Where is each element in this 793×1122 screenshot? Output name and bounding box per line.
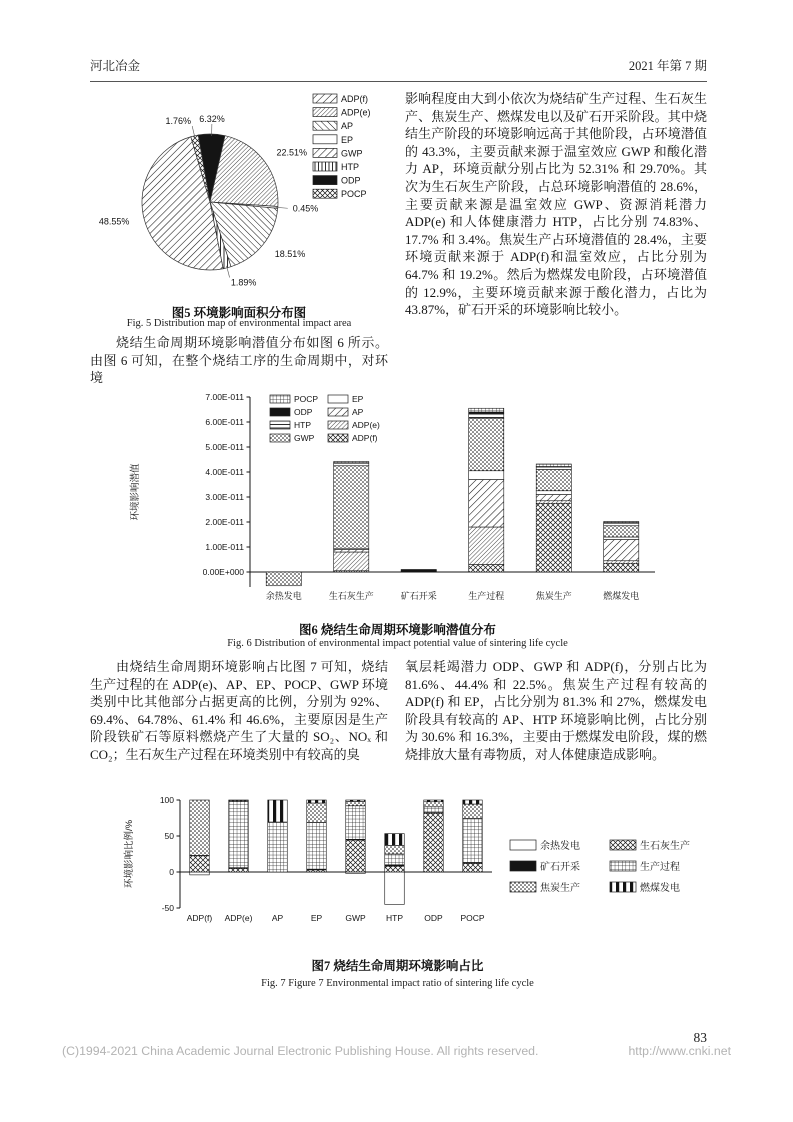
bar-segment [334, 552, 369, 571]
legend-label: GWP [341, 148, 363, 159]
fig7-caption-zh: 图7 烧结生命周期环境影响占比 [311, 959, 484, 973]
bar-segment [268, 800, 288, 822]
legend-swatch [610, 861, 636, 871]
bar-segment [536, 470, 571, 491]
x-category-label: EP [310, 913, 323, 923]
bar-segment [385, 872, 405, 904]
bar-segment [604, 522, 639, 523]
legend-label: AP [352, 407, 364, 417]
legend-swatch [328, 408, 348, 416]
bar-segment [424, 813, 444, 872]
x-category-label: ODP [424, 913, 443, 923]
issue-info: 2021 年第 7 期 [628, 59, 707, 73]
legend-swatch [313, 162, 337, 171]
x-category-label: 矿石开采 [400, 591, 437, 601]
bar-segment [604, 563, 639, 572]
x-category-label: 余热发电 [265, 591, 302, 601]
pie-slice-label: 1.89% [230, 277, 257, 288]
cnki-url: http://www.cnki.net [628, 1044, 731, 1058]
legend-label: 余热发电 [540, 841, 580, 852]
legend-label: 焦炭生产 [540, 883, 580, 894]
legend-label: HTP [341, 162, 359, 172]
paragraph-left-intro: 烧结生命周期环境影响潜值分布如图 6 所示。由图 6 可知，在整个烧结工序的生命周期中，对环境 [90, 335, 388, 386]
legend-label: ODP [341, 175, 361, 186]
x-category-label: 焦炭生产 [535, 591, 572, 601]
bar-segment [229, 801, 249, 867]
legend-label: HTP [294, 420, 311, 430]
bar-segment [424, 802, 444, 807]
bar-segment [346, 840, 366, 872]
paragraph-bottom-right: 氧层耗竭潜力 ODP、GWP 和 ADP(f)，分别占比为 81.6%、44.4% 和 22.5%。焦炭生产过程有较高的 ADP(f) 和 EP，占比分别为 81.3% 和 27%，燃煤发电阶段具有较高的 AP、HTP 环境影响比例，占比分别为 30.6% 和 16.3%，主要由于燃煤发电阶段，煤的燃烧排放大量有毒物质，对人体健康造成影响。 [405, 659, 707, 762]
bar-segment [604, 540, 639, 561]
bar-segment [536, 501, 571, 504]
bar-segment [385, 866, 405, 872]
bar-segment [469, 565, 504, 573]
bar-segment [190, 800, 210, 855]
fig5-caption-zh: 图5 环境影响面积分布图 [171, 306, 307, 320]
y-tick-label: 6.00E-011 [205, 417, 244, 427]
bar-segment [536, 491, 571, 495]
y-tick-label: 100 [159, 795, 174, 805]
legend-label: GWP [294, 433, 315, 443]
legend-swatch [270, 434, 290, 442]
bar-segment [463, 804, 483, 818]
bar-segment [604, 537, 639, 540]
bar-segment [463, 863, 483, 872]
bar-segment [385, 834, 405, 846]
y-tick-label: 4.00E-011 [205, 467, 244, 477]
bar-segment [604, 561, 639, 564]
y-tick-label: -50 [161, 903, 174, 913]
legend-swatch [313, 121, 337, 130]
bar-segment [469, 413, 504, 418]
bar-segment [346, 801, 366, 805]
legend-swatch [328, 421, 348, 429]
legend-swatch [313, 94, 337, 103]
bar-segment [604, 526, 639, 537]
fig6-caption-zh: 图6 烧结生命周期环境影响潜值分布 [299, 623, 496, 637]
x-category-label: AP [271, 913, 284, 923]
legend-swatch [313, 148, 337, 157]
pie-slice-label: 22.51% [276, 147, 308, 158]
bar-segment [424, 800, 444, 802]
y-tick-label: 2.00E-011 [205, 517, 244, 527]
legend-swatch [610, 882, 636, 892]
pie-slice-label: 48.55% [98, 216, 130, 227]
legend-label: 矿石开采 [540, 862, 580, 873]
bar-segment [463, 818, 483, 862]
legend-label: ADP(f) [352, 433, 378, 443]
legend-label: 燃煤发电 [640, 883, 680, 894]
legend-swatch [270, 395, 290, 403]
x-category-label: ADP(f) [186, 913, 213, 923]
bar-segment [268, 822, 288, 872]
paragraph-right-column: 影响程度由大到小依次为烧结矿生产过程、生石灰生产、焦炭生产、燃煤发电以及矿石开采阶段。其中烧结生产阶段的环境影响远高于其他阶段，占环境潜值的 43.3%，主要贡献来源于温室效应 GWP 和酸化潜力 AP，环境贡献分别占比为 52.31% 和 29.70%。其次为生石灰生产阶段，占总环境影响潜值的 28.6%，主要贡献来源是温室效应 GWP、资源消耗潜力 ADP(e) 和人体健康潜力 HTP，占比分别 74.83%、17.7% 和 3.4%。焦炭生产占环境潜值的 28.4%，主要环境贡献来源于 ADP(f)和温室效应，占比分别为 64.7% 和 19.2%。然后为燃煤发电阶段，占环境潜值的 12.9%，主要环境贡献来源于酸化潜力，占比为 43.87%，矿石开采的环境影响比较小。 [405, 91, 707, 318]
x-category-label: GWP [345, 913, 366, 923]
bar-segment [536, 464, 571, 467]
legend-swatch [313, 135, 337, 144]
bar-segment [307, 870, 327, 872]
bar-segment [469, 408, 504, 412]
legend-swatch [510, 882, 536, 892]
legend-label: 生石灰生产 [640, 841, 690, 852]
bar-segment [346, 806, 366, 840]
legend-label: EP [352, 394, 364, 404]
bar-segment [334, 463, 369, 466]
page-header [90, 56, 707, 82]
legend-label: AP [341, 121, 354, 132]
bar-segment [536, 495, 571, 501]
legend-label: ODP [294, 407, 313, 417]
bar-segment [346, 800, 366, 801]
fig6-bar-chart [118, 385, 684, 615]
legend-swatch [270, 408, 290, 416]
bar-segment [307, 803, 327, 822]
x-category-label: 生石灰生产 [328, 591, 374, 601]
bar-segment [334, 466, 369, 549]
y-tick-label: 50 [164, 831, 174, 841]
bar-segment [469, 471, 504, 480]
legend-swatch [313, 108, 337, 117]
y-axis-title: 环境影响潜值 [130, 463, 141, 521]
bar-segment [229, 868, 249, 872]
pie-slice-label: 18.51% [274, 248, 306, 259]
y-tick-label: 0.00E+000 [202, 567, 244, 577]
copyright-text: (C)1994-2021 China Academic Journal Electronic Publishing House. All rights reserved. [62, 1044, 539, 1058]
x-category-label: 燃煤发电 [603, 591, 640, 601]
bar-segment [463, 800, 483, 804]
legend-swatch [328, 395, 348, 403]
legend-label: ADP(e) [352, 420, 380, 430]
bar-segment [334, 550, 369, 553]
footer-copyright [62, 1044, 731, 1058]
legend-swatch [313, 176, 337, 185]
pie-slice-label: 1.76% [165, 116, 192, 127]
paragraph-bottom-left: 由烧结生命周期环境影响占比图 7 可知，烧结生产过程的在 ADP(e)、AP、EP、POCP、GWP 环境类别中比其他部分占据更高的比例，分别为 92%、69.4%、64.78%、61.4% 和 46.6%，主要原因是生产阶段铁矿石等原料燃烧产生了大量的 SO₂、NOₓ 和 CO₂；生石灰生产过程在环境类别中有较高的臭 [90, 659, 388, 762]
legend-label: 生产过程 [640, 862, 680, 873]
x-category-label: HTP [386, 913, 403, 923]
y-axis-title: 环境影响比例/% [124, 819, 135, 889]
bar-segment [469, 480, 504, 528]
bar-segment [469, 527, 504, 565]
bar-segment [307, 822, 327, 869]
bar-segment [266, 572, 301, 586]
bar-segment [190, 872, 210, 875]
fig7-caption-en: Fig. 7 Figure 7 Environmental impact ratio of sintering life cycle [261, 978, 534, 989]
y-tick-label: 3.00E-011 [205, 492, 244, 502]
y-tick-label: 0 [169, 867, 174, 877]
fig5-caption-en: Fig. 5 Distribution map of environmental impact area [126, 318, 352, 329]
fig5-pie-chart [90, 88, 390, 303]
legend-swatch [270, 421, 290, 429]
bar-segment [307, 800, 327, 803]
x-category-label: POCP [460, 913, 485, 923]
x-category-label: 生产过程 [468, 591, 505, 601]
bar-segment [536, 503, 571, 572]
y-tick-label: 1.00E-011 [205, 542, 244, 552]
pie-slice-label: 6.32% [199, 114, 225, 125]
legend-label: EP [341, 134, 354, 145]
x-category-label: ADP(e) [224, 913, 253, 923]
legend-swatch [510, 861, 536, 871]
legend-swatch [510, 840, 536, 850]
legend-label: ADP(e) [341, 107, 371, 118]
bar-segment [385, 845, 405, 854]
y-tick-label: 7.00E-011 [205, 392, 244, 402]
bar-segment [385, 854, 405, 865]
legend-label: ADP(f) [341, 94, 368, 104]
pie-slice-label: 0.45% [292, 203, 319, 214]
legend-swatch [610, 840, 636, 850]
y-tick-label: 5.00E-011 [205, 442, 244, 452]
legend-label: POCP [341, 189, 367, 200]
bar-segment [424, 807, 444, 813]
legend-swatch [313, 189, 337, 198]
bar-segment [469, 418, 504, 471]
bar-segment [604, 523, 639, 526]
fig7-bar-chart [118, 790, 718, 950]
fig6-caption-en: Fig. 6 Distribution of environmental impact potential value of sintering life cycle [227, 638, 568, 649]
legend-label: POCP [294, 394, 319, 404]
legend-swatch [328, 434, 348, 442]
bar-segment [190, 856, 210, 872]
bar-segment [536, 467, 571, 470]
page-number: 83 [693, 1030, 707, 1045]
bar-segment [334, 462, 369, 463]
journal-name: 河北冶金 [90, 59, 141, 73]
